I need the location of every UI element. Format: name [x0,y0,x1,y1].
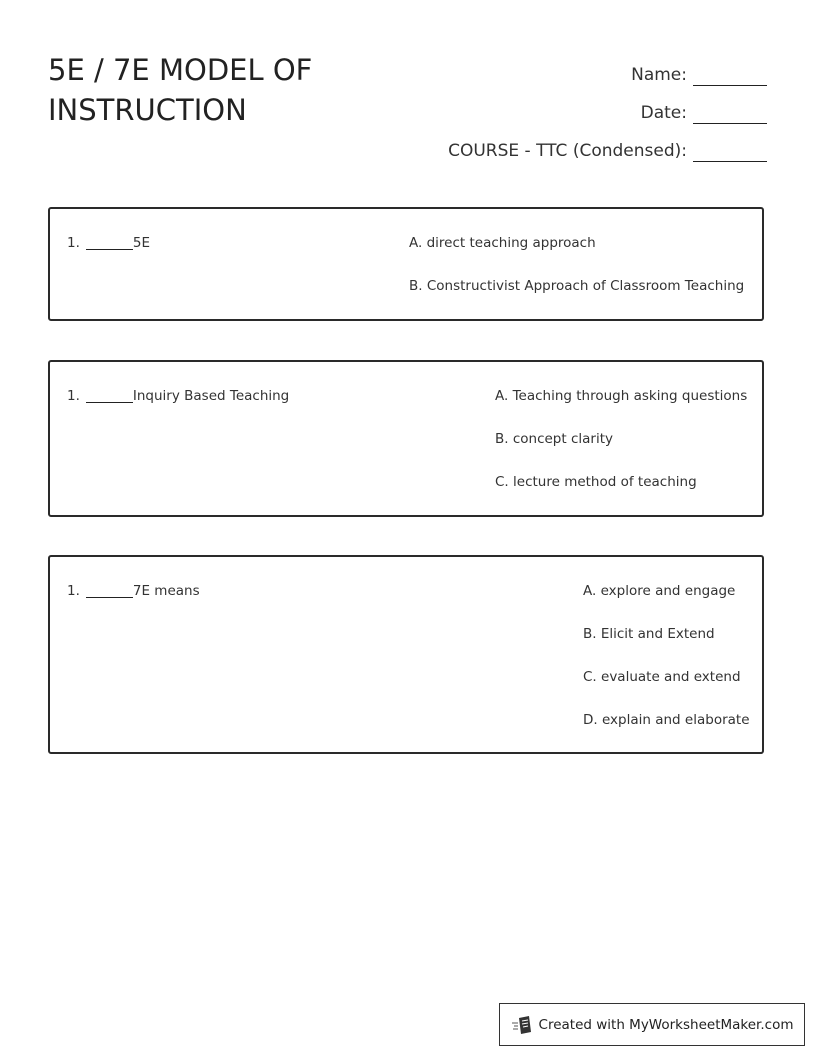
course-field [448,126,767,164]
option-list [409,235,744,321]
answer-blank[interactable] [86,388,133,403]
option-a: A. direct teaching approach [409,235,596,251]
question-box-1 [48,207,764,321]
answer-blank[interactable] [86,235,133,250]
option-list [583,583,750,755]
option-d: D. explain and elaborate [583,712,750,728]
option-a: A. explore and engage [583,583,736,599]
answer-blank[interactable] [86,583,133,598]
footer-credit[interactable] [499,1003,805,1046]
question-box-3 [48,555,764,754]
option-c: C. lecture method of teaching [495,474,697,490]
date-blank[interactable] [693,99,767,124]
course-blank[interactable] [693,137,767,162]
student-info-fields [448,50,767,164]
name-label: Name: [631,65,687,85]
question-number: 1. [67,235,80,251]
option-c: C. evaluate and extend [583,669,741,685]
question-number: 1. [67,388,80,404]
date-label: Date: [640,103,687,123]
name-blank[interactable] [693,61,767,86]
question-prompt [67,235,150,251]
question-text: 7E means [132,583,200,599]
name-field [448,50,767,88]
footer-text: Created with MyWorksheetMaker.com [538,1016,794,1033]
option-b: B. Elicit and Extend [583,626,715,642]
question-number: 1. [67,583,80,599]
date-field [448,88,767,126]
question-text: Inquiry Based Teaching [132,388,290,404]
option-b: B. concept clarity [495,431,613,447]
question-prompt [67,388,289,404]
worksheet-logo-icon [511,1015,533,1035]
option-b: B. Constructivist Approach of Classroom Teaching [409,278,745,294]
question-text: 5E [132,235,151,251]
question-prompt [67,583,200,599]
question-box-2 [48,360,764,517]
option-a: A. Teaching through asking questions [495,388,748,404]
worksheet-title: 5E / 7E MODEL OF INSTRUCTION [48,53,313,127]
option-list [495,388,747,517]
course-label: COURSE - TTC (Condensed): [448,141,687,161]
